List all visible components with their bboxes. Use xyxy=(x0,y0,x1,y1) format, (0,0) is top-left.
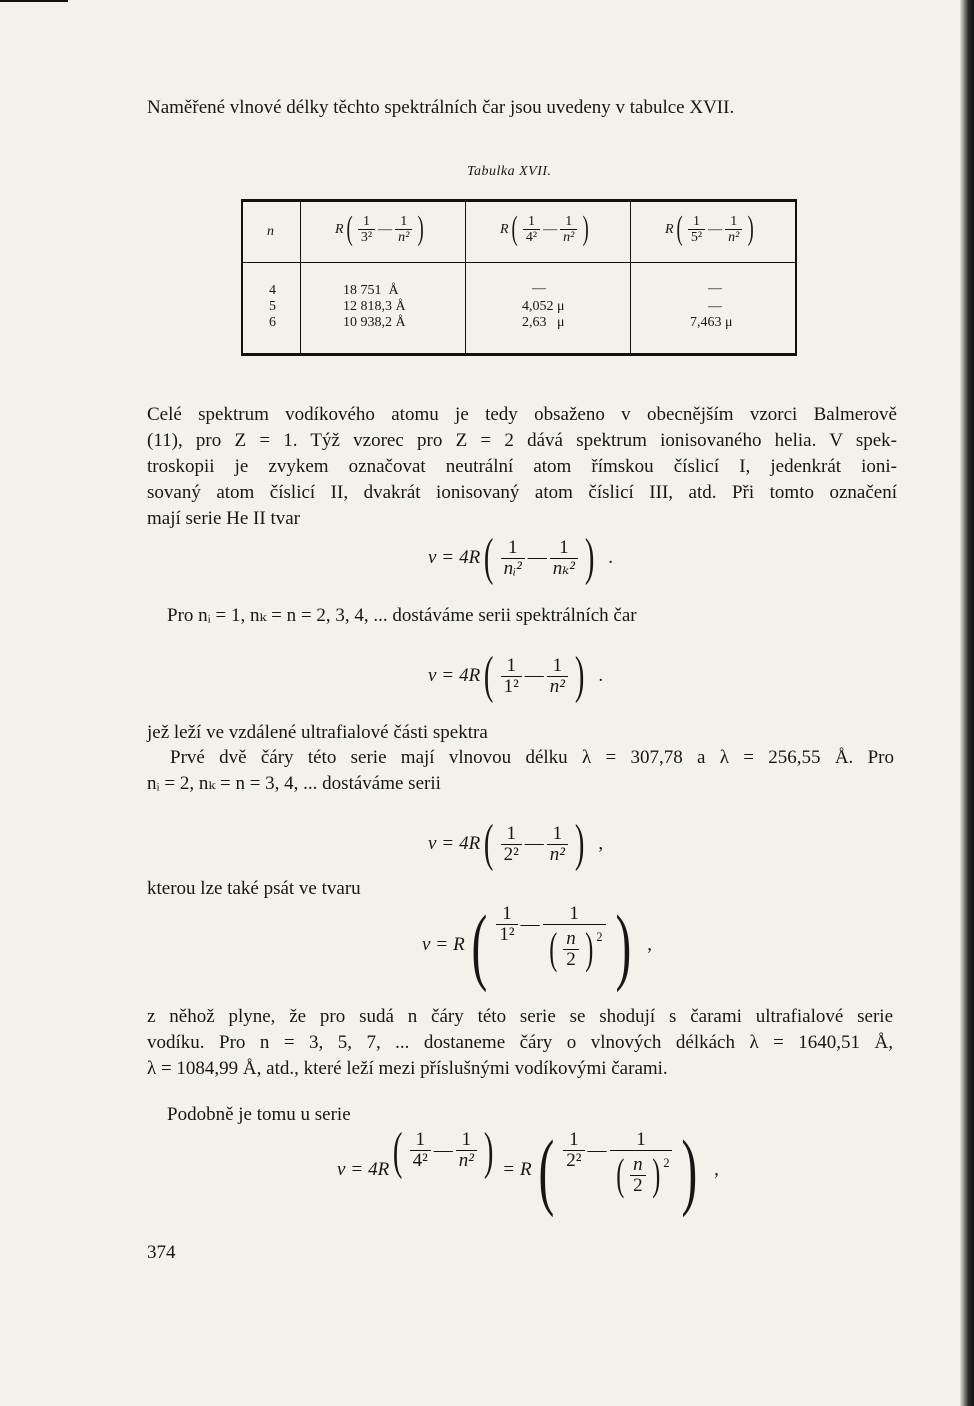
coefficient: 4R xyxy=(459,665,481,686)
frac-den: 2 xyxy=(563,949,579,970)
equals-sign: = xyxy=(442,665,454,686)
equals-sign: = xyxy=(442,833,454,854)
paragraph-line: (11), pro Z = 1. Týž vzorec pro Z = 2 dává spektrum ionisovaného helia. V spek- xyxy=(147,430,897,451)
nu-symbol: ν xyxy=(422,934,431,955)
nu-symbol: ν xyxy=(428,833,437,854)
exponent: 2 xyxy=(596,930,603,944)
punctuation: . xyxy=(598,665,604,686)
paragraph-line: jež leží ve vzdálené ultrafialové části spektra xyxy=(147,722,488,743)
n-value: 6 xyxy=(269,315,276,330)
frac-num: 1 xyxy=(569,903,579,924)
header-col-1: R ( $\frac{1}{\text{3²}}$ — $\frac{1}{\text{n²}}$ ) xyxy=(335,210,425,247)
page-number: 374 xyxy=(147,1242,176,1263)
paragraph-line: z něhož plyne, že pro sudá n čáry této serie se shodují s čarami ultrafialové serie xyxy=(147,1006,893,1027)
header-col-2: R ( $\frac{1}{\text{4²}}$ — $\frac{1}{\text{n²}}$ ) xyxy=(500,210,590,247)
formula-he-ii-series: ν = 4R ( $\frac{1}{\text{nᵢ²}}$ — $\frac{1}{\text{nₖ²}}$ ) . xyxy=(428,529,614,586)
paragraph-line: Celé spektrum vodíkového atomu je tedy obsaženo v obecnějším vzorci Balmerově xyxy=(147,404,897,425)
table-col-divider xyxy=(630,202,631,353)
frac-den: 2² xyxy=(501,844,522,865)
equals-sign: = xyxy=(442,547,454,568)
paragraph-line: kterou lze také psát ve tvaru xyxy=(147,878,361,899)
nu-symbol: ν xyxy=(428,547,437,568)
col3-value: — xyxy=(708,299,722,314)
frac-den: nᵢ² xyxy=(501,558,525,579)
table-col-divider xyxy=(300,202,301,353)
col2-value: — xyxy=(532,281,546,296)
coefficient: 4R xyxy=(368,1159,390,1180)
punctuation: , xyxy=(598,833,604,854)
formula-rewritten: ν = R ( $\frac{1}{\text{1²}}$ — 1 ( $\frac{n}{2}$ ) $^2$ ) , xyxy=(422,897,652,993)
top-rule xyxy=(0,0,68,2)
table-col-divider xyxy=(465,202,466,353)
minus-sign: — xyxy=(708,221,723,237)
frac-num: 1 xyxy=(559,536,569,558)
frac-den: 2 xyxy=(630,1175,646,1196)
frac-num: 1 xyxy=(730,213,738,229)
col2-value: 4,052 μ xyxy=(522,299,565,314)
header-R: R xyxy=(500,221,509,237)
punctuation: . xyxy=(608,547,614,568)
paragraph-line: sovaný atom číslicí II, dvakrát ionisovaný atom číslicí III, atd. Při tomto označení xyxy=(147,482,897,503)
paragraph-line: λ = 1084,99 Å, atd., které leží mezi příslušnými vodíkovými čarami. xyxy=(147,1058,668,1079)
frac-den: n² xyxy=(560,229,577,245)
spectral-table xyxy=(241,199,797,356)
frac-num: 1 xyxy=(552,654,563,676)
minus-sign: — xyxy=(520,914,540,935)
coefficient: R xyxy=(520,1159,532,1180)
minus-sign: — xyxy=(587,1140,607,1161)
minus-sign: — xyxy=(433,1140,453,1161)
coefficient: 4R xyxy=(459,833,481,854)
col1-value: 18 751 Å xyxy=(343,283,399,298)
paragraph-line: mají serie He II tvar xyxy=(147,508,300,529)
frac-den: n² xyxy=(725,229,742,245)
frac-den: n² xyxy=(547,676,568,697)
exponent: 2 xyxy=(663,1156,670,1170)
frac-num: n xyxy=(633,1153,643,1175)
header-col-3: R ( $\frac{1}{\text{5²}}$ — $\frac{1}{\text{n²}}$ ) xyxy=(665,210,755,247)
frac-den: n² xyxy=(547,844,568,865)
equals-sign: = xyxy=(351,1159,363,1180)
paragraph-line: nᵢ = 2, nₖ = n = 3, 4, ... dostáváme serii xyxy=(147,773,441,794)
frac-den: 3² xyxy=(358,229,375,245)
frac-num: 1 xyxy=(507,536,518,558)
header-R: R xyxy=(665,221,674,237)
punctuation: , xyxy=(647,934,652,955)
equals-sign: = xyxy=(503,1159,515,1180)
intro-text: Naměřené vlnové délky těchto spektrálních čar jsou uvedeny v tabulce XVII. xyxy=(147,97,735,118)
frac-num: 1 xyxy=(506,822,516,844)
minus-sign: — xyxy=(524,833,544,854)
frac-num: 1 xyxy=(502,903,512,924)
frac-den: 4² xyxy=(523,229,540,245)
minus-sign: — xyxy=(527,547,547,568)
frac-den: 2² xyxy=(563,1150,584,1171)
frac-den: n² xyxy=(395,229,412,245)
n-value: 5 xyxy=(269,299,276,314)
frac-num: 1 xyxy=(415,1129,425,1150)
coefficient: R xyxy=(453,934,465,955)
frac-num: 1 xyxy=(527,213,535,229)
table-caption: Tabulka XVII. xyxy=(467,164,552,179)
nu-symbol: ν xyxy=(337,1159,346,1180)
header-n: n xyxy=(267,224,274,239)
header-R: R xyxy=(335,221,344,237)
frac-num: 1 xyxy=(565,213,573,229)
col3-value: — xyxy=(708,281,722,296)
paragraph-line: Pro nᵢ = 1, nₖ = n = 2, 3, 4, ... dostáváme serii spektrálních čar xyxy=(167,605,637,626)
paragraph-line: troskopii je zvykem označovat neutrální atom římskou číslicí I, jedenkrát ioni- xyxy=(147,456,897,477)
frac-den: n² xyxy=(456,1150,477,1171)
paragraph-line: Prvé dvě čáry této serie mají vlnovou délku λ = 307,78 a λ = 256,55 Å. Pro xyxy=(170,747,894,768)
n-value: 4 xyxy=(269,283,276,298)
frac-den: 1² xyxy=(501,676,522,697)
frac-num: 1 xyxy=(569,1129,579,1150)
minus-sign: — xyxy=(378,221,393,237)
table-header-rule xyxy=(243,262,795,263)
frac-den: 5² xyxy=(688,229,705,245)
formula-balmer-like: ν = 4R ( $\frac{1}{\text{2²}}$ — $\frac{1}{\text{n²}}$ ) , xyxy=(428,815,604,872)
page-spine-shadow xyxy=(960,0,974,1406)
minus-sign: — xyxy=(543,221,558,237)
frac-den: ( $\frac{n}{2}$ ) $^2$ xyxy=(610,1150,673,1197)
equals-sign: = xyxy=(436,934,448,955)
paragraph-line: Podobně je tomu u serie xyxy=(167,1104,351,1125)
col3-value: 7,463 μ xyxy=(690,315,733,330)
frac-num: 1 xyxy=(692,213,700,229)
frac-den: 4² xyxy=(410,1150,431,1171)
frac-num: 1 xyxy=(362,213,370,229)
col1-value: 12 818,3 Å xyxy=(343,299,406,314)
frac-num: 1 xyxy=(552,822,563,844)
frac-num: 1 xyxy=(461,1129,472,1150)
frac-num: n xyxy=(566,927,576,949)
minus-sign: — xyxy=(524,665,544,686)
frac-num: 1 xyxy=(506,654,516,676)
punctuation: , xyxy=(714,1159,719,1180)
frac-den: ( $\frac{n}{2}$ ) $^2$ xyxy=(543,924,606,971)
nu-symbol: ν xyxy=(428,665,437,686)
col1-value: 10 938,2 Å xyxy=(343,315,406,330)
formula-lyman-like: ν = 4R ( $\frac{1}{\text{1²}}$ — $\frac{1}{\text{n²}}$ ) . xyxy=(428,647,604,704)
coefficient: 4R xyxy=(459,547,481,568)
frac-den: nₖ² xyxy=(550,558,578,579)
paragraph-line: vodíku. Pro n = 3, 5, 7, ... dostaneme čáry o vlnových délkách λ = 1640,51 Å, xyxy=(147,1032,893,1053)
frac-num: 1 xyxy=(636,1129,646,1150)
col2-value: 2,63 μ xyxy=(522,315,565,330)
frac-den: 1² xyxy=(496,924,517,945)
frac-num: 1 xyxy=(400,213,408,229)
formula-pickering: ν = 4R ( $\frac{1}{\text{4²}}$ — $\frac{1}{\text{n²}}$ ) = R ( $\frac{1}{\text{2²}}$ — 1 ( $\frac{n}{2}$ ) $^2$ ) , xyxy=(337,1122,719,1218)
